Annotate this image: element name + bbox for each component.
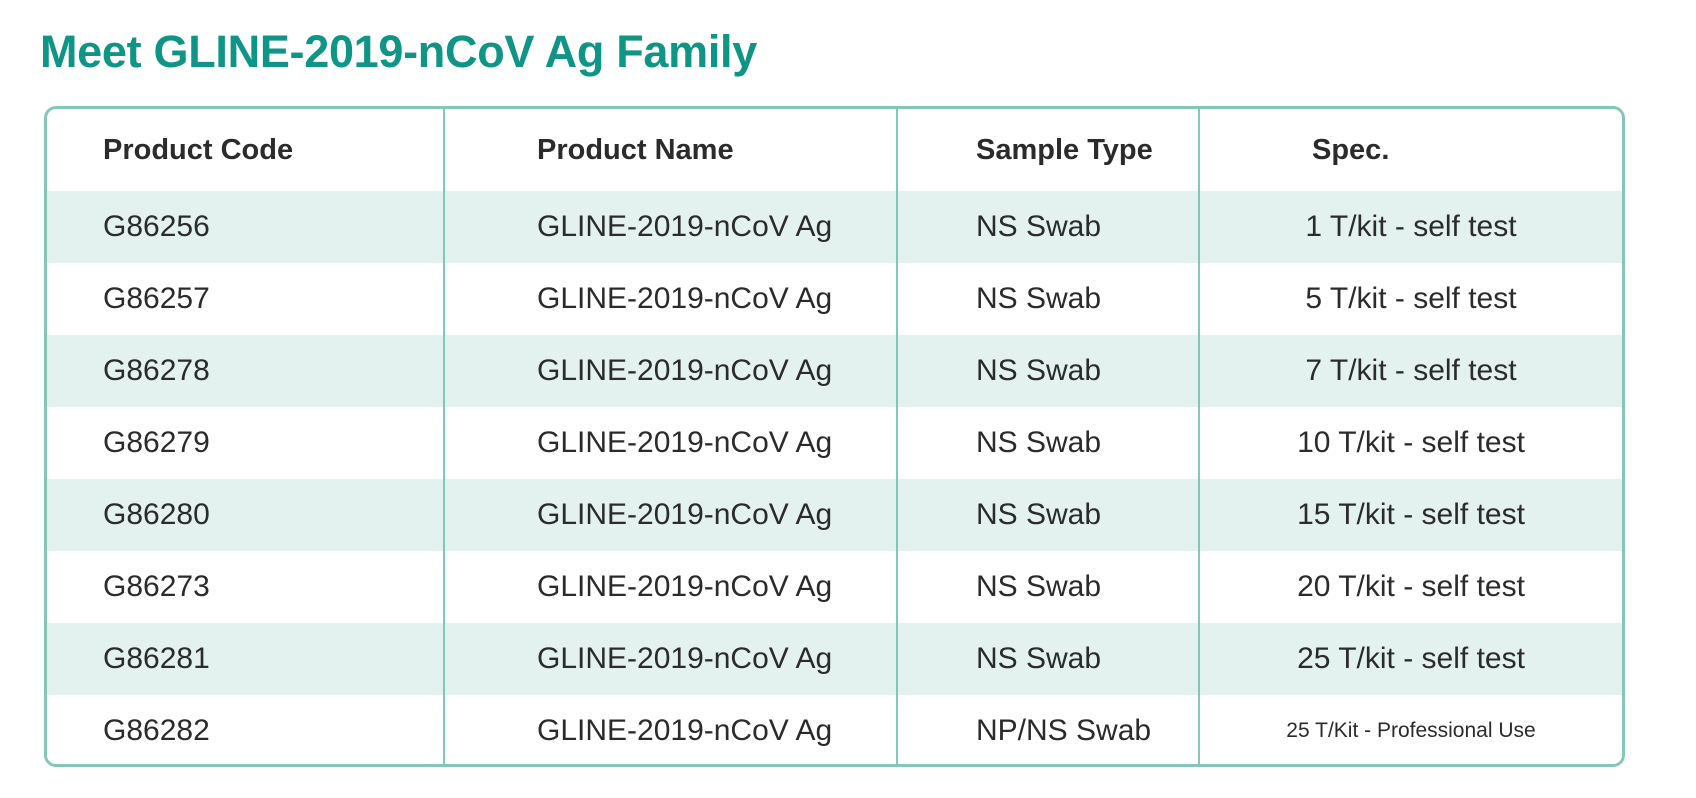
cell-product-name: GLINE-2019-nCoV Ag: [444, 479, 897, 551]
table-row: [47, 551, 1622, 623]
cell-product-name: GLINE-2019-nCoV Ag: [444, 335, 897, 407]
cell-spec: 20 T/kit - self test: [1199, 551, 1622, 623]
header-sample-type: Sample Type: [897, 109, 1199, 191]
cell-product-code: G86281: [103, 642, 210, 675]
product-table-container: [44, 106, 1625, 767]
cell-sample-type: NP/NS Swab: [897, 695, 1199, 767]
table-row: [47, 335, 1622, 407]
cell-product-code: G86280: [103, 498, 210, 531]
product-table: [47, 109, 1622, 767]
cell-spec: 15 T/kit - self test: [1199, 479, 1622, 551]
page-title: Meet GLINE-2019-nCoV Ag Family: [40, 26, 757, 77]
cell-spec: 1 T/kit - self test: [1199, 191, 1622, 263]
cell-sample-type: NS Swab: [897, 551, 1199, 623]
cell-spec: 5 T/kit - self test: [1199, 263, 1622, 335]
cell-sample-type: NS Swab: [897, 407, 1199, 479]
cell-sample-type: NS Swab: [897, 263, 1199, 335]
cell-sample-type: NS Swab: [897, 623, 1199, 695]
cell-product-name: GLINE-2019-nCoV Ag: [444, 551, 897, 623]
cell-sample-type: NS Swab: [897, 479, 1199, 551]
table-row: [47, 191, 1622, 263]
cell-product-name: GLINE-2019-nCoV Ag: [444, 407, 897, 479]
cell-sample-type: NS Swab: [897, 335, 1199, 407]
cell-product-code: G86273: [103, 570, 210, 603]
cell-product-code: G86257: [103, 282, 210, 315]
table-row: [47, 263, 1622, 335]
table-row: [47, 623, 1622, 695]
header-product-name: Product Name: [444, 109, 897, 191]
cell-product-name: GLINE-2019-nCoV Ag: [444, 695, 897, 767]
cell-product-name: GLINE-2019-nCoV Ag: [444, 623, 897, 695]
cell-product-code: G86256: [103, 210, 210, 243]
cell-product-name: GLINE-2019-nCoV Ag: [444, 263, 897, 335]
cell-product-code: G86282: [103, 714, 210, 747]
table-row: [47, 695, 1622, 767]
cell-product-code: G86279: [103, 426, 210, 459]
cell-product-name: GLINE-2019-nCoV Ag: [444, 191, 897, 263]
header-spec: Spec.: [1199, 109, 1622, 191]
cell-product-code: G86278: [103, 354, 210, 387]
table-header-row: [47, 109, 1622, 191]
table-row: [47, 407, 1622, 479]
cell-spec: 25 T/Kit - Professional Use: [1199, 695, 1622, 767]
cell-spec: 25 T/kit - self test: [1199, 623, 1622, 695]
cell-sample-type: NS Swab: [897, 191, 1199, 263]
table-row: [47, 479, 1622, 551]
cell-spec: 7 T/kit - self test: [1199, 335, 1622, 407]
header-product-code: Product Code: [103, 133, 294, 166]
cell-spec: 10 T/kit - self test: [1199, 407, 1622, 479]
